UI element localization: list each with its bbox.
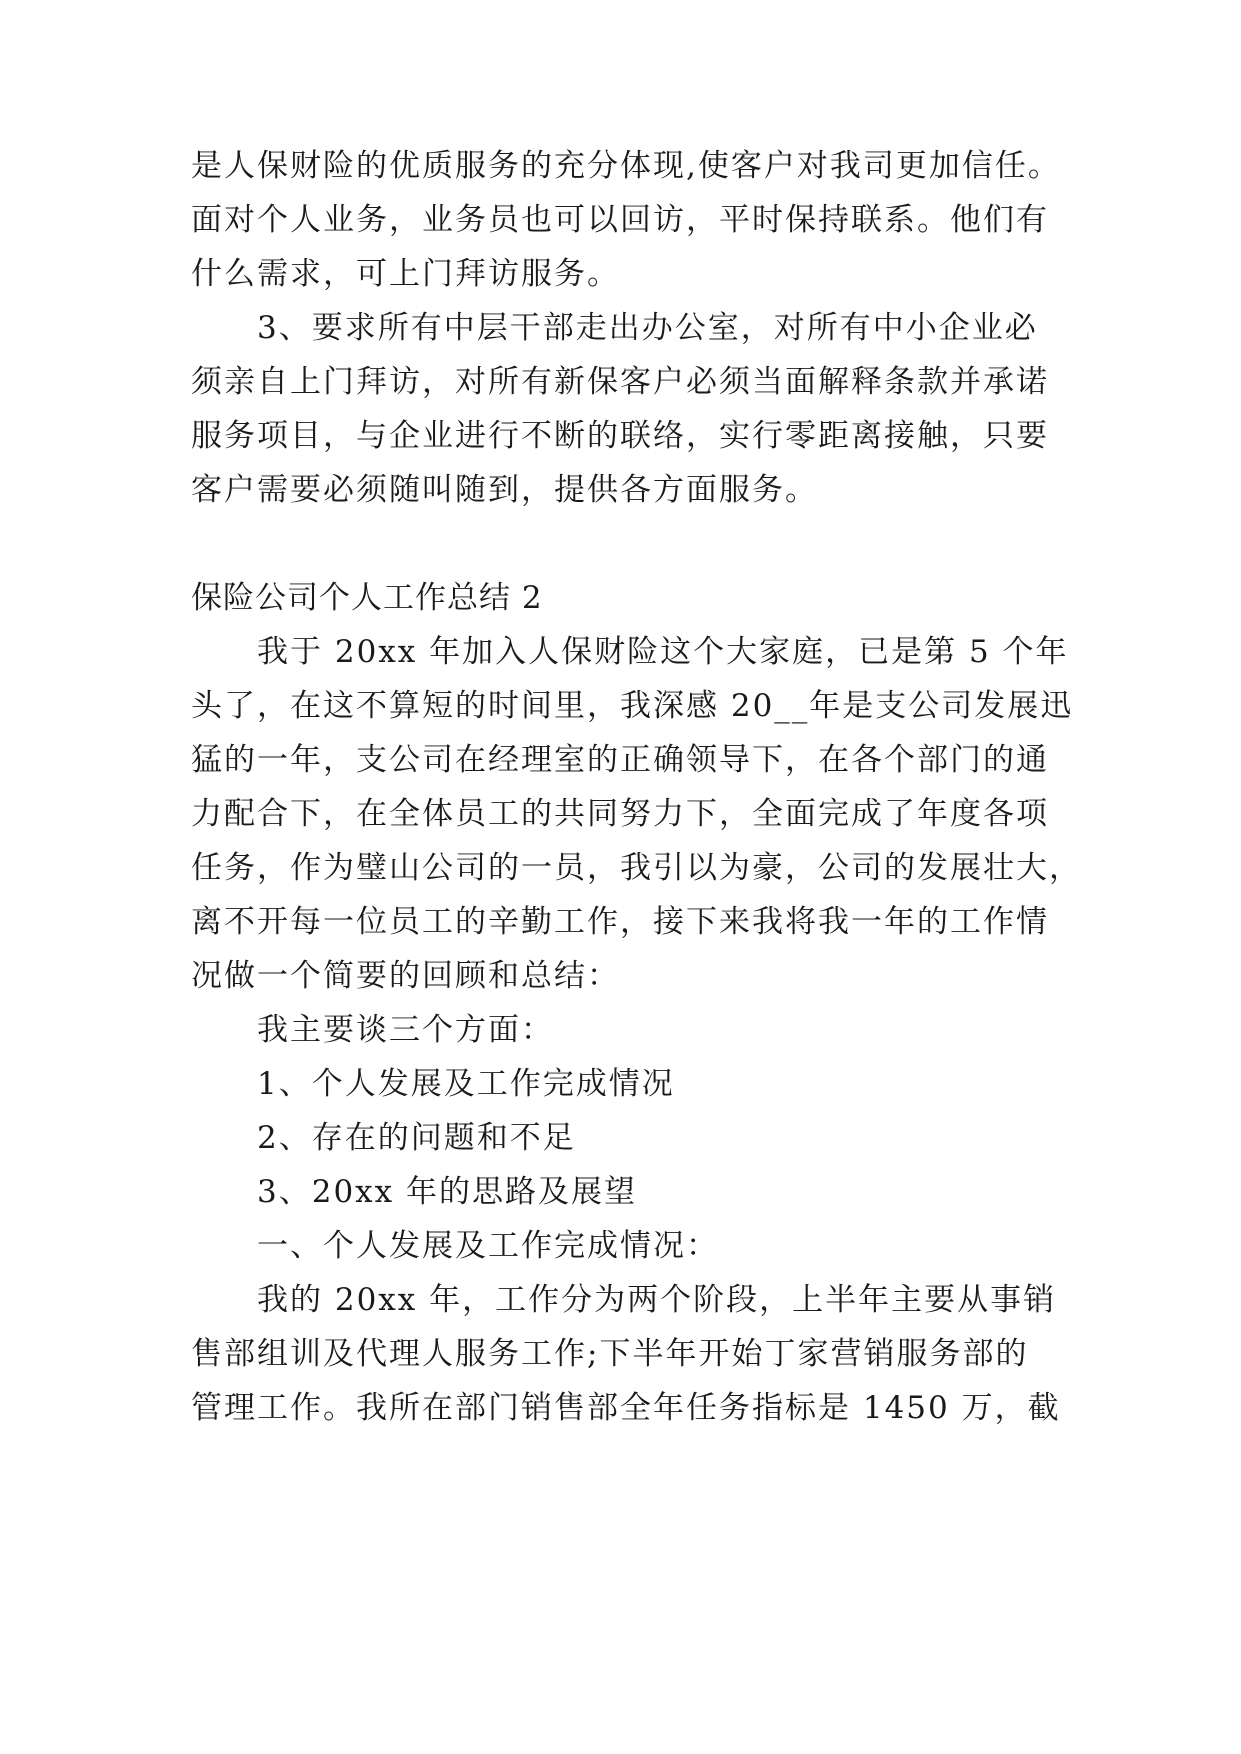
paragraph-line: 是人保财险的优质服务的充分体现,使客户对我司更加信任。 — [191, 148, 1061, 184]
paragraph-line: 力配合下，在全体员工的共同努力下，全面完成了年度各项 — [191, 796, 1049, 832]
section-heading: 保险公司个人工作总结 2 — [191, 580, 543, 616]
paragraph-line: 服务项目，与企业进行不断的联络，实行零距离接触，只要 — [191, 418, 1049, 454]
list-item: 1、个人发展及工作完成情况 — [257, 1066, 675, 1102]
paragraph-line: 况做一个简要的回顾和总结： — [191, 958, 620, 994]
paragraph-line: 我于 20xx 年加入人保财险这个大家庭，已是第 5 个年 — [257, 634, 1069, 670]
paragraph-line: 我主要谈三个方面： — [257, 1012, 554, 1048]
paragraph-line: 猛的一年，支公司在经理室的正确领导下，在各个部门的通 — [191, 742, 1049, 778]
subsection-heading: 一、个人发展及工作完成情况： — [257, 1228, 719, 1264]
paragraph-line: 离不开每一位员工的辛勤工作，接下来我将我一年的工作情 — [191, 904, 1049, 940]
paragraph-line: 我的 20xx 年，工作分为两个阶段，上半年主要从事销 — [257, 1282, 1057, 1318]
paragraph-line: 客户需要必须随叫随到，提供各方面服务。 — [191, 472, 818, 508]
paragraph-line: 售部组训及代理人服务工作;下半年开始丁家营销服务部的 — [191, 1336, 1029, 1372]
paragraph-line: 什么需求，可上门拜访服务。 — [191, 256, 620, 292]
list-item: 3、20xx 年的思路及展望 — [257, 1174, 637, 1210]
paragraph-line: 任务，作为璧山公司的一员，我引以为豪，公司的发展壮大， — [191, 850, 1082, 886]
paragraph-line: 管理工作。我所在部门销售部全年任务指标是 1450 万，截 — [191, 1390, 1061, 1426]
paragraph-line: 须亲自上门拜访，对所有新保客户必须当面解释条款并承诺 — [191, 364, 1049, 400]
paragraph-line: 3、要求所有中层干部走出办公室，对所有中小企业必 — [257, 310, 1038, 346]
paragraph-line: 头了，在这不算短的时间里，我深感 20__年是支公司发展迅 — [191, 688, 1074, 724]
paragraph-line: 面对个人业务，业务员也可以回访，平时保持联系。他们有 — [191, 202, 1049, 238]
list-item: 2、存在的问题和不足 — [257, 1120, 576, 1156]
